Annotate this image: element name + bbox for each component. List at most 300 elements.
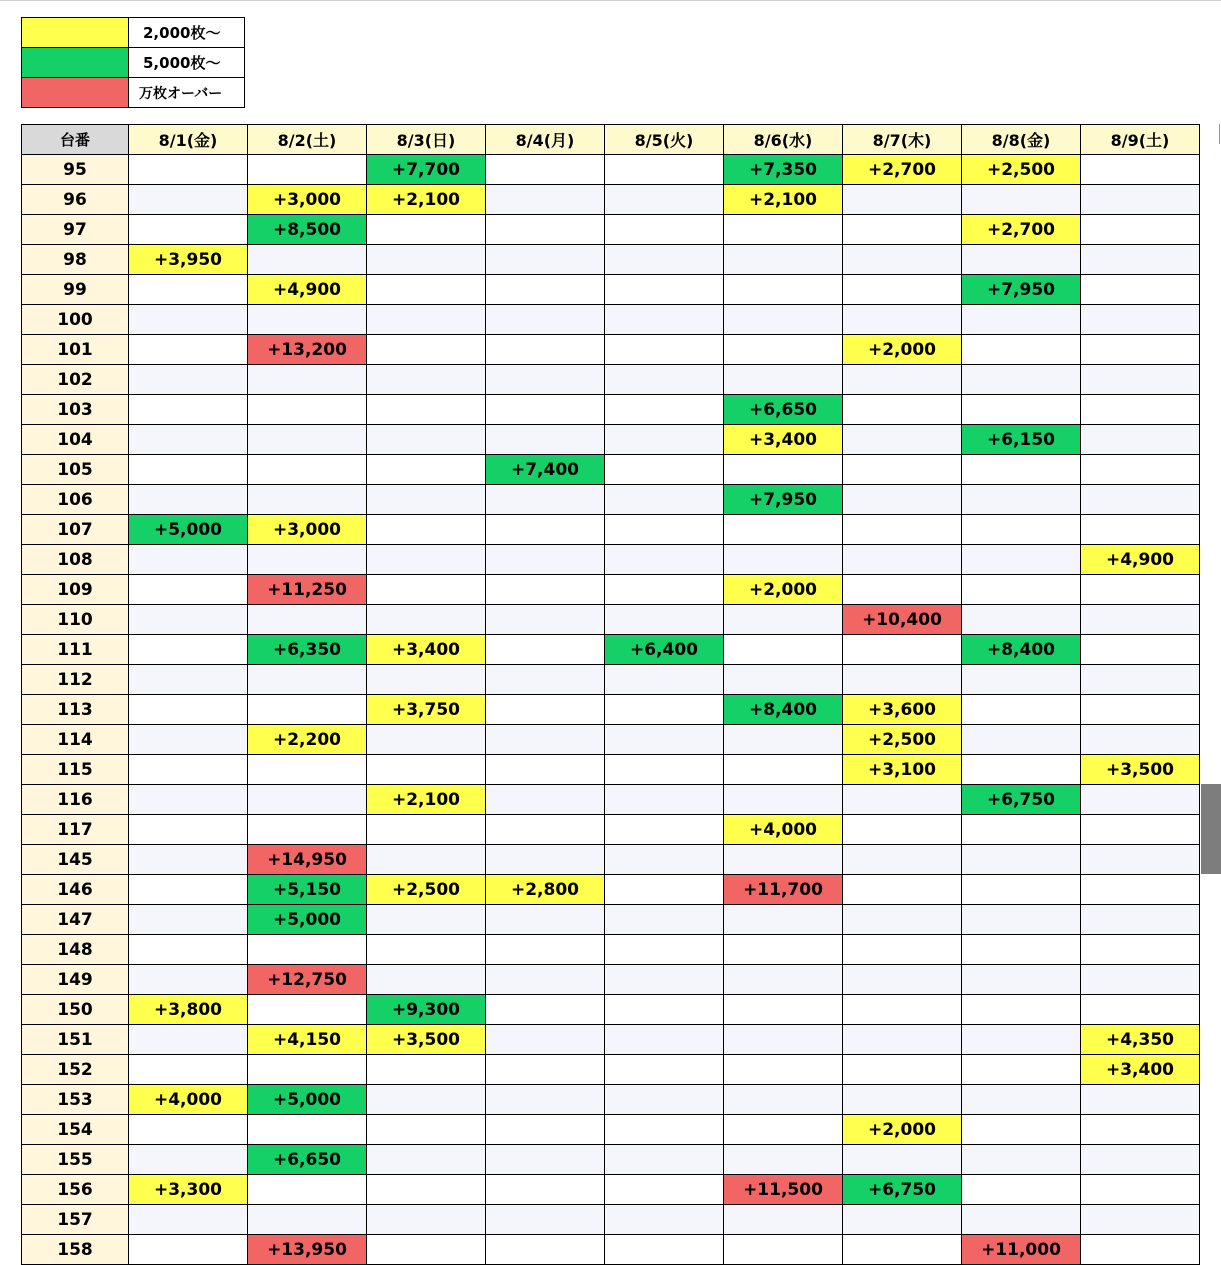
result-cell [129, 665, 248, 695]
result-cell [486, 1025, 605, 1055]
result-cell [843, 965, 962, 995]
table-row [22, 245, 1200, 275]
result-cell [367, 575, 486, 605]
machine-number-cell: 112 [22, 665, 129, 695]
result-cell [248, 485, 367, 515]
table-row [22, 1235, 1200, 1265]
result-cell [486, 605, 605, 635]
table-row [22, 455, 1200, 485]
result-cell: +4,150 [248, 1025, 367, 1055]
legend-swatch-yellow [22, 18, 129, 48]
table-row [22, 725, 1200, 755]
result-cell [605, 755, 724, 785]
result-cell [486, 485, 605, 515]
result-cell [843, 845, 962, 875]
result-cell [129, 305, 248, 335]
result-cell [605, 695, 724, 725]
result-cell [962, 845, 1081, 875]
result-cell [605, 545, 724, 575]
result-cell [1081, 995, 1200, 1025]
result-cell [724, 995, 843, 1025]
table-row [22, 395, 1200, 425]
machine-number-cell: 149 [22, 965, 129, 995]
result-cell [605, 1085, 724, 1115]
result-cell [843, 1025, 962, 1055]
vertical-scrollbar-track[interactable] [1201, 124, 1221, 1265]
result-cell: +6,400 [605, 635, 724, 665]
result-cell: +7,400 [486, 455, 605, 485]
result-cell [605, 275, 724, 305]
result-cell: +7,950 [962, 275, 1081, 305]
result-cell [129, 275, 248, 305]
result-cell [605, 1025, 724, 1055]
table-row [22, 905, 1200, 935]
result-cell [605, 935, 724, 965]
result-cell [1081, 335, 1200, 365]
result-cell: +3,400 [724, 425, 843, 455]
result-cell [605, 395, 724, 425]
table-row [22, 425, 1200, 455]
result-cell [843, 545, 962, 575]
result-cell [724, 665, 843, 695]
result-cell: +2,800 [486, 875, 605, 905]
result-cell: +2,000 [724, 575, 843, 605]
result-cell [486, 965, 605, 995]
machine-number-cell: 103 [22, 395, 129, 425]
result-cell [724, 905, 843, 935]
result-cell: +5,000 [129, 515, 248, 545]
result-cell [1081, 275, 1200, 305]
machine-number-cell: 109 [22, 575, 129, 605]
legend-label: 2,000枚～ [129, 18, 245, 48]
result-cell [367, 425, 486, 455]
result-cell [1081, 665, 1200, 695]
result-cell: +8,400 [962, 635, 1081, 665]
result-cell: +2,000 [843, 1115, 962, 1145]
result-cell [486, 1235, 605, 1265]
result-cell [962, 725, 1081, 755]
table-row [22, 785, 1200, 815]
result-cell: +9,300 [367, 995, 486, 1025]
result-cell: +2,500 [843, 725, 962, 755]
result-cell [367, 395, 486, 425]
result-cell [843, 665, 962, 695]
result-cell [605, 1205, 724, 1235]
result-cell: +2,000 [843, 335, 962, 365]
result-cell [1081, 905, 1200, 935]
machine-number-cell: 108 [22, 545, 129, 575]
machine-number-cell: 114 [22, 725, 129, 755]
result-cell: +4,900 [1081, 545, 1200, 575]
result-cell [605, 335, 724, 365]
result-cell [843, 785, 962, 815]
result-cell [1081, 725, 1200, 755]
machine-number-header: 台番 [22, 125, 129, 155]
machine-number-cell: 145 [22, 845, 129, 875]
result-cell: +8,500 [248, 215, 367, 245]
result-cell [605, 1235, 724, 1265]
machine-number-cell: 97 [22, 215, 129, 245]
legend-swatch-red [22, 78, 129, 108]
result-cell [1081, 1085, 1200, 1115]
result-cell: +2,200 [248, 725, 367, 755]
result-cell [605, 425, 724, 455]
result-cell [129, 455, 248, 485]
result-cell [248, 245, 367, 275]
result-cell [605, 1115, 724, 1145]
result-cell [486, 995, 605, 1025]
result-cell [129, 215, 248, 245]
result-cell [724, 755, 843, 785]
result-cell [367, 845, 486, 875]
result-cell: +3,000 [248, 185, 367, 215]
result-cell: +3,300 [129, 1175, 248, 1205]
result-cell [724, 635, 843, 665]
result-cell [724, 1025, 843, 1055]
result-cell [605, 1145, 724, 1175]
result-cell [367, 1205, 486, 1235]
result-cell [605, 995, 724, 1025]
result-cell [962, 395, 1081, 425]
result-cell [1081, 305, 1200, 335]
result-cell [248, 305, 367, 335]
result-cell [248, 455, 367, 485]
result-cell: +2,100 [367, 785, 486, 815]
result-cell: +6,750 [843, 1175, 962, 1205]
result-cell [724, 1055, 843, 1085]
result-cell [843, 1055, 962, 1085]
result-cell: +13,200 [248, 335, 367, 365]
result-cell [486, 275, 605, 305]
result-cell [605, 785, 724, 815]
table-row [22, 1055, 1200, 1085]
result-cell [486, 1115, 605, 1145]
table-row [22, 815, 1200, 845]
date-header: 8/6(水) [724, 125, 843, 155]
machine-number-cell: 158 [22, 1235, 129, 1265]
table-row [22, 485, 1200, 515]
result-cell [129, 785, 248, 815]
results-table [21, 124, 1200, 1265]
result-cell: +4,350 [1081, 1025, 1200, 1055]
result-cell: +8,400 [724, 695, 843, 725]
result-cell [605, 965, 724, 995]
machine-number-cell: 96 [22, 185, 129, 215]
result-cell: +4,000 [129, 1085, 248, 1115]
result-cell [1081, 575, 1200, 605]
result-cell [1081, 1235, 1200, 1265]
top-border [0, 0, 1221, 1]
result-cell [724, 605, 843, 635]
result-cell [486, 815, 605, 845]
result-cell [843, 215, 962, 245]
result-cell [367, 1145, 486, 1175]
result-cell [962, 305, 1081, 335]
result-cell [724, 725, 843, 755]
machine-number-cell: 99 [22, 275, 129, 305]
result-cell: +6,350 [248, 635, 367, 665]
result-cell: +11,500 [724, 1175, 843, 1205]
result-cell [129, 1205, 248, 1235]
result-cell [129, 1115, 248, 1145]
result-cell [129, 1235, 248, 1265]
result-cell: +11,700 [724, 875, 843, 905]
machine-number-cell: 106 [22, 485, 129, 515]
result-cell: +10,400 [843, 605, 962, 635]
result-cell [486, 725, 605, 755]
machine-number-cell: 111 [22, 635, 129, 665]
result-cell [248, 395, 367, 425]
result-cell [1081, 515, 1200, 545]
result-cell: +3,800 [129, 995, 248, 1025]
legend-swatch-green [22, 48, 129, 78]
result-cell [843, 395, 962, 425]
result-cell: +3,750 [367, 695, 486, 725]
result-cell [486, 755, 605, 785]
result-cell [486, 1205, 605, 1235]
result-cell: +6,150 [962, 425, 1081, 455]
machine-number-cell: 155 [22, 1145, 129, 1175]
result-cell [843, 515, 962, 545]
table-row [22, 545, 1200, 575]
result-cell [1081, 695, 1200, 725]
date-header: 8/1(金) [129, 125, 248, 155]
machine-number-cell: 115 [22, 755, 129, 785]
result-cell [248, 1115, 367, 1145]
result-cell [486, 545, 605, 575]
result-cell [843, 815, 962, 845]
result-cell [605, 1055, 724, 1085]
result-cell [962, 815, 1081, 845]
result-cell [1081, 395, 1200, 425]
result-cell [843, 1085, 962, 1115]
machine-number-cell: 113 [22, 695, 129, 725]
result-cell [367, 1055, 486, 1085]
result-cell: +6,650 [724, 395, 843, 425]
table-row [22, 1025, 1200, 1055]
result-cell [367, 455, 486, 485]
result-cell [605, 905, 724, 935]
result-cell [367, 1115, 486, 1145]
result-cell [843, 635, 962, 665]
result-cell [724, 1235, 843, 1265]
result-cell [1081, 635, 1200, 665]
result-cell [962, 905, 1081, 935]
table-row [22, 845, 1200, 875]
result-cell [843, 455, 962, 485]
result-cell [1081, 965, 1200, 995]
table-row [22, 935, 1200, 965]
machine-number-cell: 152 [22, 1055, 129, 1085]
result-cell [486, 845, 605, 875]
result-cell [486, 395, 605, 425]
table-row [22, 515, 1200, 545]
result-cell [367, 1085, 486, 1115]
result-cell [843, 905, 962, 935]
result-cell [486, 1055, 605, 1085]
result-cell [724, 245, 843, 275]
result-cell [248, 425, 367, 455]
machine-number-cell: 154 [22, 1115, 129, 1145]
table-row [22, 215, 1200, 245]
result-cell: +2,700 [962, 215, 1081, 245]
result-cell [248, 155, 367, 185]
vertical-scrollbar-thumb[interactable] [1201, 784, 1221, 874]
result-cell [367, 245, 486, 275]
result-cell [367, 485, 486, 515]
result-cell [843, 995, 962, 1025]
legend-label: 万枚オーバー [129, 78, 245, 108]
result-cell [486, 335, 605, 365]
result-cell [129, 755, 248, 785]
date-header: 8/4(月) [486, 125, 605, 155]
machine-number-cell: 110 [22, 605, 129, 635]
result-cell [367, 545, 486, 575]
result-cell [129, 1055, 248, 1085]
result-cell [1081, 1115, 1200, 1145]
result-cell [843, 935, 962, 965]
table-row [22, 275, 1200, 305]
result-cell [724, 845, 843, 875]
date-header: 8/3(日) [367, 125, 486, 155]
result-cell [367, 815, 486, 845]
machine-number-cell: 95 [22, 155, 129, 185]
result-cell [129, 935, 248, 965]
result-cell [605, 875, 724, 905]
result-cell [843, 365, 962, 395]
legend-row [22, 48, 245, 78]
result-cell [962, 995, 1081, 1025]
result-cell [962, 665, 1081, 695]
legend-row [22, 18, 245, 48]
result-cell [1081, 485, 1200, 515]
result-cell [962, 1025, 1081, 1055]
machine-number-cell: 107 [22, 515, 129, 545]
result-cell [1081, 845, 1200, 875]
result-cell [724, 515, 843, 545]
result-cell: +7,700 [367, 155, 486, 185]
result-cell [962, 935, 1081, 965]
result-cell [1081, 1205, 1200, 1235]
result-cell [1081, 245, 1200, 275]
machine-number-cell: 146 [22, 875, 129, 905]
result-cell: +6,650 [248, 1145, 367, 1175]
result-cell [367, 515, 486, 545]
result-cell: +3,100 [843, 755, 962, 785]
result-cell [367, 335, 486, 365]
result-cell [605, 185, 724, 215]
result-cell: +13,950 [248, 1235, 367, 1265]
result-cell [248, 785, 367, 815]
result-cell [129, 875, 248, 905]
result-cell [129, 965, 248, 995]
result-cell [843, 425, 962, 455]
result-cell [486, 245, 605, 275]
result-cell [1081, 785, 1200, 815]
result-cell: +2,700 [843, 155, 962, 185]
result-cell [1081, 155, 1200, 185]
result-cell [724, 965, 843, 995]
result-cell [486, 215, 605, 245]
result-cell [962, 605, 1081, 635]
result-cell: +3,950 [129, 245, 248, 275]
result-cell [486, 155, 605, 185]
result-cell: +2,500 [962, 155, 1081, 185]
result-cell [1081, 185, 1200, 215]
result-cell [1081, 215, 1200, 245]
result-cell [129, 485, 248, 515]
table-row [22, 755, 1200, 785]
result-cell [1081, 875, 1200, 905]
machine-number-cell: 148 [22, 935, 129, 965]
result-cell [843, 485, 962, 515]
table-row [22, 1085, 1200, 1115]
result-cell [367, 665, 486, 695]
legend-table [21, 17, 245, 108]
result-cell: +11,250 [248, 575, 367, 605]
date-header: 8/7(木) [843, 125, 962, 155]
machine-number-cell: 105 [22, 455, 129, 485]
result-cell [367, 725, 486, 755]
result-cell [1081, 815, 1200, 845]
result-cell [724, 455, 843, 485]
machine-number-cell: 150 [22, 995, 129, 1025]
result-cell [486, 365, 605, 395]
result-cell [486, 635, 605, 665]
result-cell [962, 245, 1081, 275]
table-row [22, 995, 1200, 1025]
result-cell [962, 185, 1081, 215]
result-cell [129, 395, 248, 425]
result-cell [486, 425, 605, 455]
table-row [22, 635, 1200, 665]
result-cell: +3,500 [1081, 755, 1200, 785]
result-cell [605, 155, 724, 185]
result-cell [962, 515, 1081, 545]
table-row [22, 695, 1200, 725]
result-cell: +3,400 [1081, 1055, 1200, 1085]
machine-number-cell: 156 [22, 1175, 129, 1205]
result-cell [605, 665, 724, 695]
result-cell [129, 1025, 248, 1055]
result-cell [1081, 1175, 1200, 1205]
result-cell: +2,100 [367, 185, 486, 215]
result-cell: +4,000 [724, 815, 843, 845]
machine-number-cell: 151 [22, 1025, 129, 1055]
result-cell [962, 875, 1081, 905]
result-cell: +14,950 [248, 845, 367, 875]
machine-number-cell: 102 [22, 365, 129, 395]
table-row [22, 875, 1200, 905]
table-row [22, 335, 1200, 365]
result-cell [367, 275, 486, 305]
result-cell: +2,100 [724, 185, 843, 215]
result-cell [843, 185, 962, 215]
result-cell [129, 365, 248, 395]
result-cell [843, 575, 962, 605]
table-row [22, 1145, 1200, 1175]
result-cell [962, 1145, 1081, 1175]
result-cell [962, 575, 1081, 605]
result-cell [486, 575, 605, 605]
result-cell [843, 1145, 962, 1175]
result-cell [605, 485, 724, 515]
result-cell [962, 965, 1081, 995]
result-cell [962, 335, 1081, 365]
result-cell [486, 515, 605, 545]
result-cell [962, 1115, 1081, 1145]
result-cell [724, 1205, 843, 1235]
